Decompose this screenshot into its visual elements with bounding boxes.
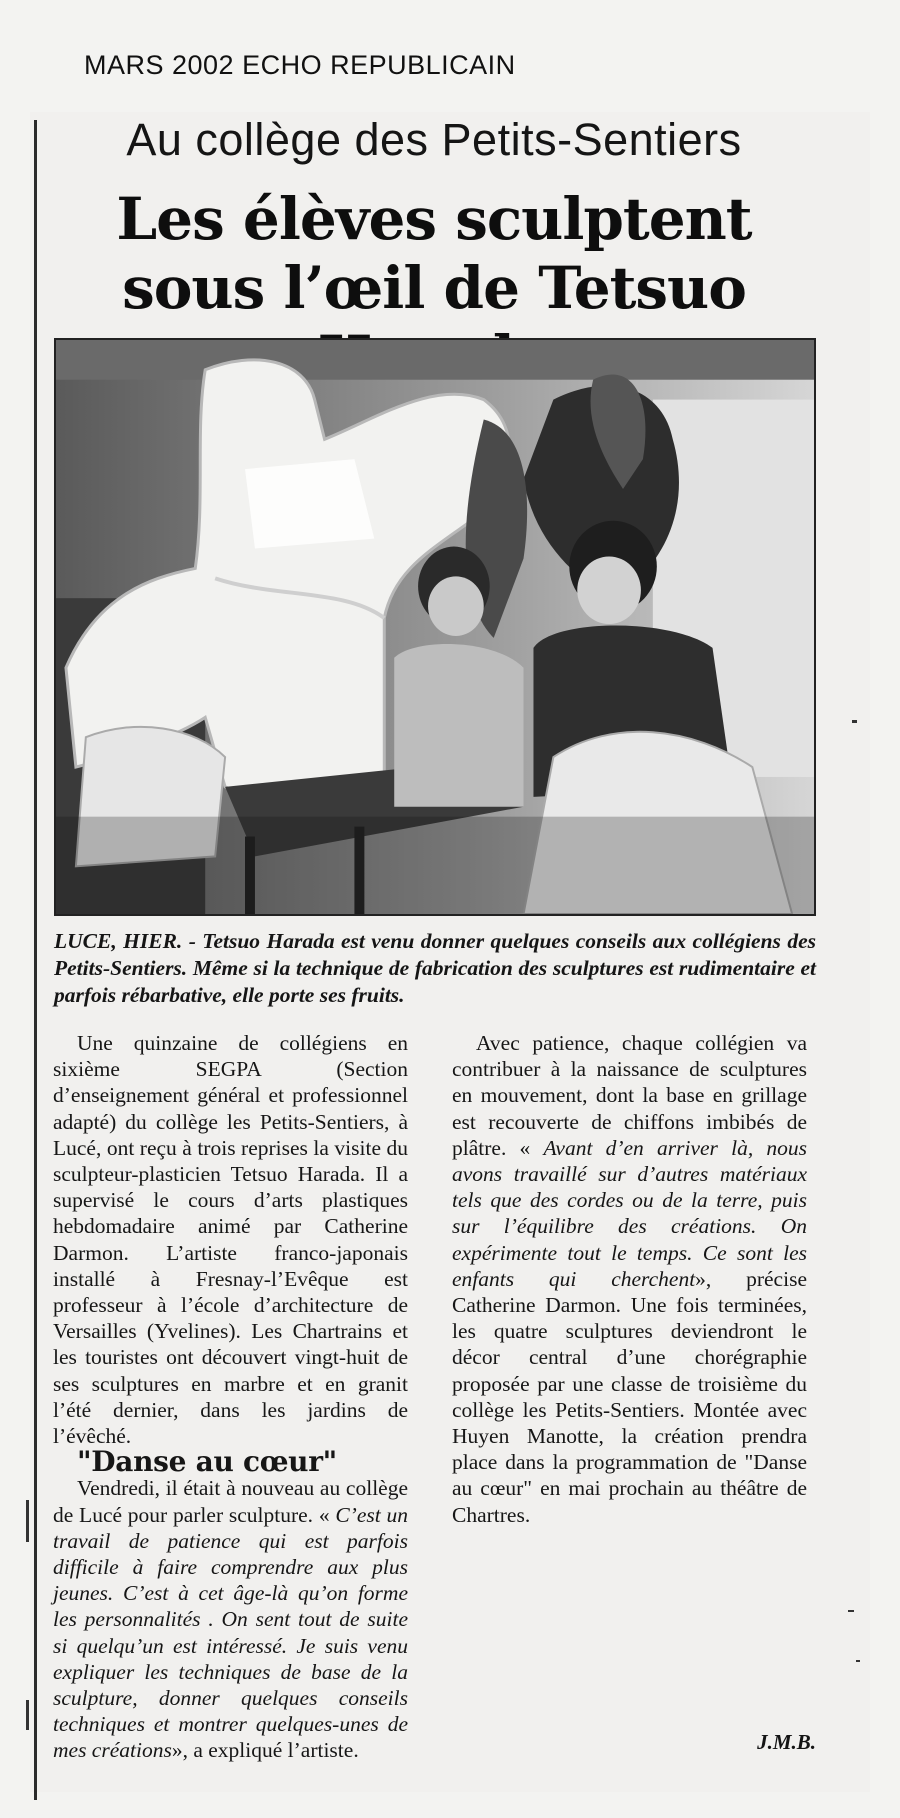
article-column-left [53,1030,408,1764]
photo-caption: LUCE, HIER. - Tetsuo Harada est venu donner quelques conseils aux collégiens des Petits-Sentiers. Même si la technique de fabrication des sculptures est rudimentaire et parfois rébarbative, elle porte ses fruits. [54,929,816,1007]
article-headline: Les élèves sculptent sous l’œil de Tetsuo [116,185,752,322]
article-paragraph [53,1475,408,1763]
scan-speck [856,1660,860,1662]
article-byline: J.M.B. [757,1730,816,1754]
article-paragraph [452,1030,807,1528]
paragraph-text: Vendredi, il était à nouveau au collège de Lucé pour parler sculpture. « [53,1476,408,1527]
paragraph-text: », précise Catherine Darmon. Une fois terminées, les quatre sculptures deviendront le décor central d’une chorégraphie proposée par une classe de troisième du collège les Petits-Sentiers. Montée avec Huyen Manotte, la création prendra place dans la programmation de "Danse au cœur" en mai prochain au théâtre de Chartres. [452,1266,807,1527]
scan-mark [26,1500,29,1542]
scan-speck [852,720,857,723]
quote-text: Avant d’en arriver là, nous avons travaillé sur d’autres matériaux tels que des cordes ou de la terre, puis sur l’équilibre des créations. On expérimente tout le temps. Ce sont les enfants qui cherchent [452,1135,807,1291]
photo-illustration [56,340,814,914]
scan-speck [848,1610,854,1612]
column-rule [34,120,37,1800]
article-paragraph: Une quinzaine de collégiens en sixième SEGPA (Section d’enseignement général et professionnel adapté) du collège les Petits-Sentiers, à Lucé, ont reçu à trois reprises la visite du sculpteur-plasticien Tetsuo Harada. Il a supervisé le cours d’arts plastiques hebdomadaire animé par Catherine Darmon. L’artiste franco-japonais installé à Fresnay-l’Evêque est professeur à l’école d’architecture de Versailles (Yvelines). Les Chartrains et les touristes ont découvert vingt-huit de ses sculptures en marbre et en granit l’été dernier, dans les jardins de l’évêché. [53,1031,408,1449]
paragraph-text: Avec patience, chaque collégien va contribuer à la naissance de sculptures en mouvement, dont la base en grillage est recouverte de chiffons imbibés de plâtre. « [452,1031,807,1160]
scan-mark [26,1700,29,1730]
article-kicker: Au collège des Petits-Sentiers [126,114,742,165]
article-subheading: "Danse au cœur" [77,1445,337,1479]
paragraph-text: », a expliqué l’artiste. [171,1738,359,1763]
article-photo [54,338,816,916]
quote-text: C’est un travail de patience qui est parfois difficile à faire comprendre aux plus jeunes. C’est à cet âge-là qu’on forme les personnalités . On sent tout de suite si quelqu’un est intéressé. Je suis venu expliquer les techniques de base de la sculpture, donner quelques conseils techniques et montrer quelques-unes de mes créations [53,1502,408,1763]
page-header: MARS 2002 ECHO REPUBLICAIN [84,50,516,80]
article-column-right [452,1030,807,1528]
